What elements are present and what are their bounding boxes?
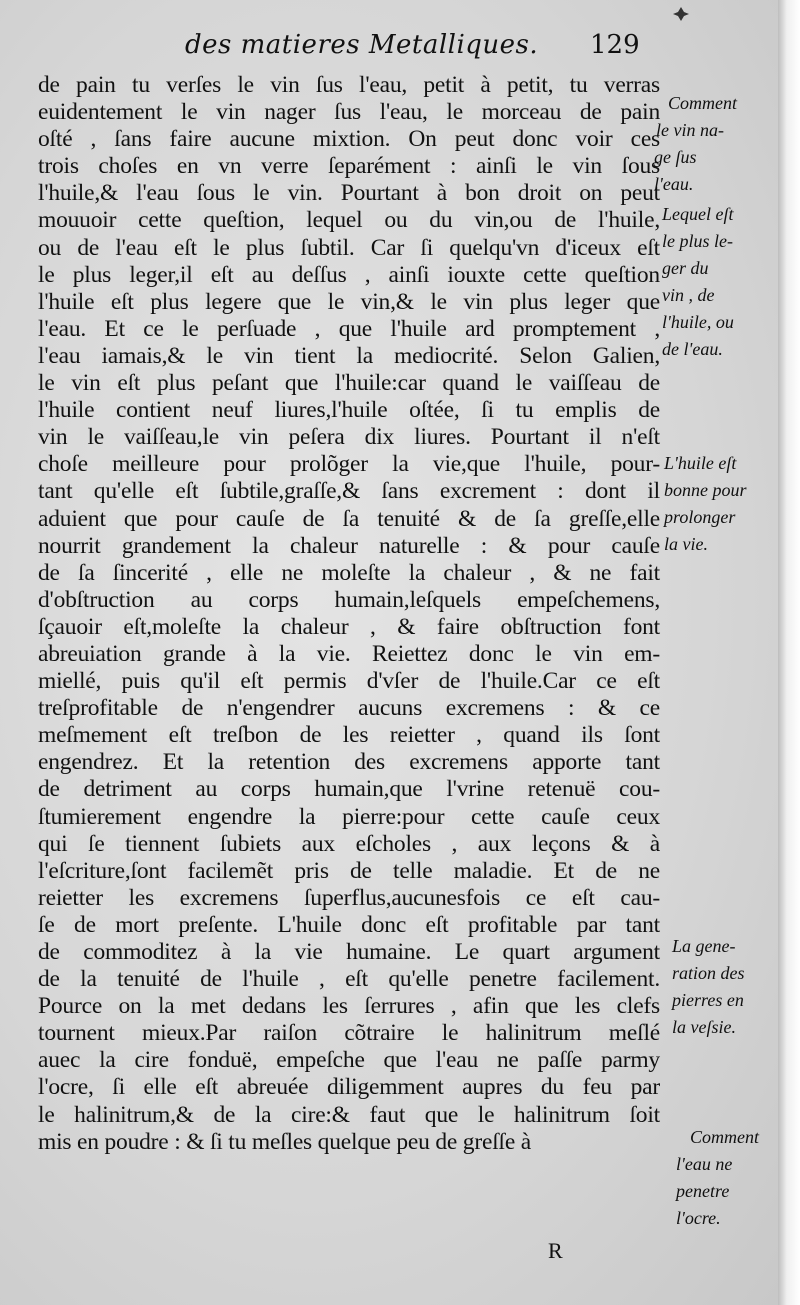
body-line: d'obſtruction au corps humain,leſquels empeſchemens, bbox=[38, 586, 660, 613]
margin-note-line: L'huile eſt bbox=[664, 453, 737, 473]
margin-note-line: le vin na- bbox=[656, 120, 724, 140]
margin-note-line: vin , de bbox=[662, 285, 715, 305]
body-line: ou de l'eau eſt le plus ſubtil. Car ſi quelqu'vn d'iceux eſt bbox=[38, 234, 660, 261]
margin-note-line: Comment bbox=[668, 93, 737, 113]
body-line: l'huile contient neuf liures,l'huile oſtée, ſi tu emplis de bbox=[38, 397, 660, 424]
body-line: l'huile eſt plus legere que le vin,& le vin plus leger que bbox=[38, 288, 660, 315]
body-line: de ſa ſincerité , elle ne moleſte la chaleur , & ne fait bbox=[38, 559, 660, 586]
margin-note-line: penetre bbox=[676, 1181, 730, 1201]
body-line: de pain tu verſes le vin ſus l'eau, petit à petit, tu verras bbox=[38, 72, 660, 98]
body-line: nourrit grandement la chaleur naturelle : & pour cauſe bbox=[38, 532, 660, 559]
margin-note-lequel-plus-leger bbox=[662, 201, 734, 363]
body-line: reietter les excremens ſuperflus,aucunesfois ce eſt cau- bbox=[38, 884, 660, 911]
body-line: abreuiation grande à la vie. Reiettez donc le vin em- bbox=[38, 640, 660, 667]
margin-note-line: La gene- bbox=[672, 936, 736, 956]
margin-note-line: l'huile, ou bbox=[662, 312, 734, 332]
body-line: ſçauoir eſt,moleſte la chaleur , & faire obſtruction font bbox=[38, 613, 660, 640]
margin-note-eau-ocre bbox=[676, 1124, 759, 1232]
margin-note-line: Comment bbox=[690, 1127, 759, 1147]
margin-note-line: la vie. bbox=[664, 534, 708, 554]
body-line: mouuoir cette queſtion, lequel ou du vin,ou de l'huile, bbox=[38, 207, 660, 234]
body-line: meſmement eſt treſbon de les reietter , quand ils ſont bbox=[38, 722, 660, 749]
body-line: de commoditez à la vie humaine. Le quart argument bbox=[38, 939, 660, 965]
body-line: euidentement le vin nager ſus l'eau, le morceau de pain bbox=[38, 99, 660, 126]
body-text bbox=[38, 72, 660, 1156]
margin-note-line: ger du bbox=[662, 258, 709, 278]
body-line: ſtumierement engendre la pierre:pour cette cauſe ceux bbox=[38, 803, 660, 830]
catchword: R bbox=[548, 1238, 563, 1263]
body-line: l'ocre, ſi elle eſt abreuée diligemment aupres du feu par bbox=[38, 1074, 660, 1101]
body-line: le halinitrum,& de la cire:& faut que le halinitrum ſoit bbox=[38, 1101, 660, 1128]
body-line: l'eau. Et ce le perſuade , que l'huile ard promptement , bbox=[38, 315, 660, 342]
body-line: le plus leger,il eſt au deſſus , ainſi iouxte cette queſtion bbox=[38, 261, 660, 288]
body-line: choſe meilleure pour prolõger la vie,que l'huile, pour- bbox=[38, 451, 660, 478]
body-line: aduient que pour cauſe de ſa tenuité & de ſa greſſe,elle bbox=[38, 505, 660, 532]
margin-note-line: pierres en bbox=[672, 990, 744, 1010]
margin-note-line: ration des bbox=[672, 963, 745, 983]
margin-note-line: Lequel eſt bbox=[662, 204, 734, 224]
body-line: ſe de mort preſente. L'huile donc eſt profitable par tant bbox=[38, 911, 660, 938]
margin-note-generation-pierres bbox=[672, 933, 745, 1041]
margin-note-line: la veſsie. bbox=[672, 1017, 736, 1037]
margin-note-line: prolonger bbox=[664, 507, 736, 527]
body-line: le vin eſt plus peſant que l'huile:car quand le vaiſſeau de bbox=[38, 370, 660, 397]
body-line: l'eau iamais,& le vin tient la mediocrité. Selon Galien, bbox=[38, 342, 660, 369]
body-line: auec la cire fonduë, empeſche que l'eau ne paſſe parmy bbox=[38, 1047, 660, 1074]
body-line: qui ſe tiennent ſubiets aux eſcholes , aux leçons & à bbox=[38, 830, 660, 857]
body-line: engendrez. Et la retention des excremens apporte tant bbox=[38, 749, 660, 776]
body-line: Pource on la met dedans les ſerrures , afin que les clefs bbox=[38, 993, 660, 1020]
body-line: l'eſcriture,ſont facilemẽt pris de telle maladie. Et de ne bbox=[38, 857, 660, 884]
margin-note-vin-nage bbox=[654, 90, 737, 198]
body-line: de detriment au corps humain,que l'vrine retenuë cou- bbox=[38, 776, 660, 803]
margin-note-line: l'eau ne bbox=[676, 1154, 733, 1174]
ink-blot-icon bbox=[672, 6, 690, 22]
margin-note-line: bonne pour bbox=[664, 480, 747, 500]
body-line: l'huile,& l'eau ſous le vin. Pourtant à bon droit on peut bbox=[38, 180, 660, 207]
margin-note-line: l'ocre. bbox=[676, 1208, 721, 1228]
body-line: trois choſes en vn verre ſeparément : ainſi le vin ſous bbox=[38, 153, 660, 180]
margin-note-line: de l'eau. bbox=[662, 339, 723, 359]
body-line: de la tenuité de l'huile , eſt qu'elle penetre facilement. bbox=[38, 966, 660, 993]
page-edge bbox=[778, 0, 800, 1305]
body-line: tournent mieux.Par raiſon cõtraire le halinitrum meſlé bbox=[38, 1020, 660, 1047]
margin-note-line: l'eau. bbox=[654, 174, 694, 194]
margin-note-huile-bonne bbox=[664, 450, 747, 558]
margin-note-line: le plus le- bbox=[662, 231, 733, 251]
body-line: tant qu'elle eſt ſubtile,graſſe,& ſans excrement : dont il bbox=[38, 478, 660, 505]
running-title: des matieres Metalliques. bbox=[185, 30, 539, 60]
margin-note-line: ge ſus bbox=[654, 147, 697, 167]
body-line: vin le vaiſſeau,le vin peſera dix liures. Pourtant il n'eſt bbox=[38, 424, 660, 451]
page-number: 129 bbox=[590, 30, 640, 60]
body-line: oſté , ſans faire aucune mixtion. On peut donc voir ces bbox=[38, 126, 660, 153]
body-line: mis en poudre : & ſi tu meſles quelque peu de greſſe à bbox=[38, 1128, 532, 1155]
body-line: miellé, puis qu'il eſt permis d'vſer de l'huile.Car ce eſt bbox=[38, 668, 660, 695]
body-line: treſprofitable de n'engendrer aucuns excremens : & ce bbox=[38, 695, 660, 722]
